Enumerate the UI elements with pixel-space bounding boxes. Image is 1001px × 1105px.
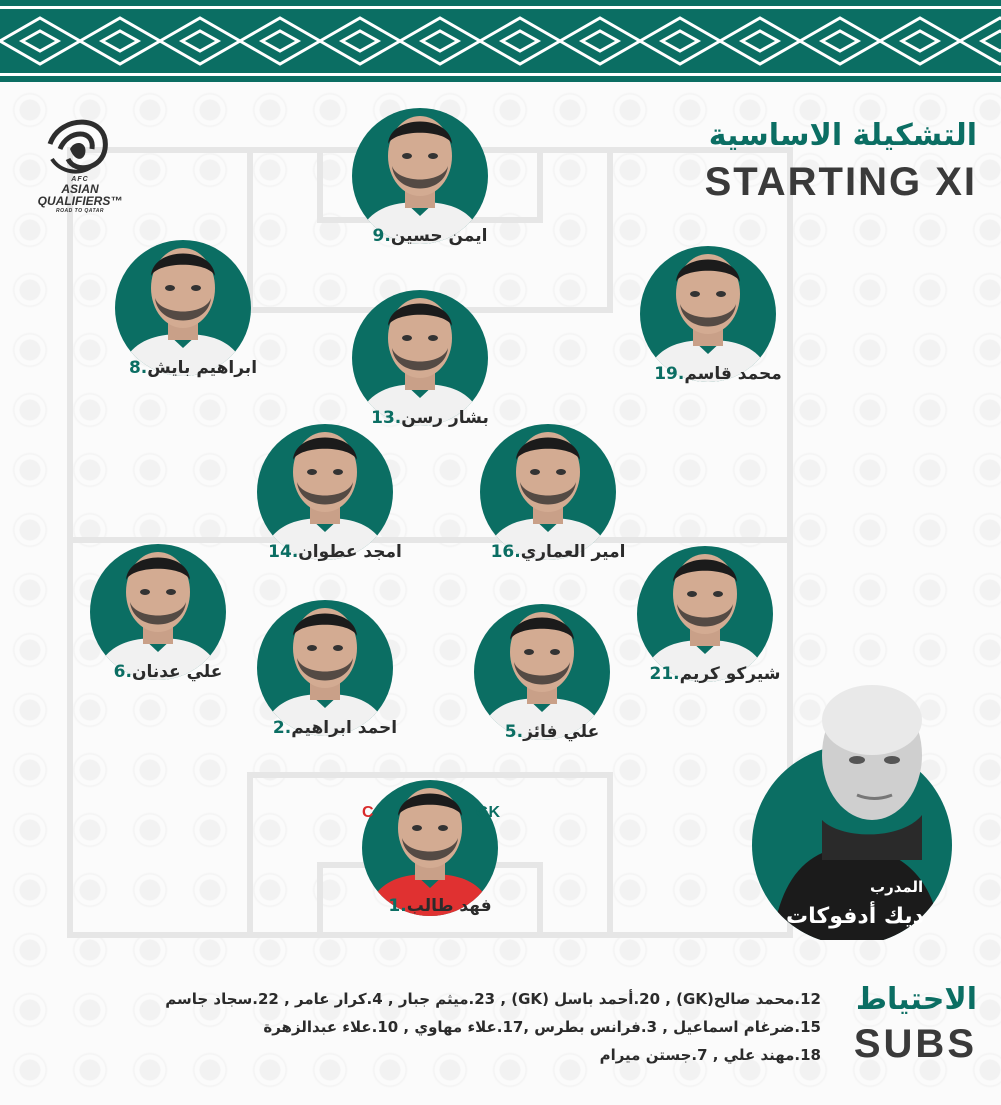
player-card [350, 776, 510, 916]
coach-name: ديك أدفوكات [786, 904, 924, 929]
player-name-text: امجد عطوان [298, 542, 402, 562]
player-number: 6. [113, 662, 132, 682]
player-avatar-icon [88, 540, 228, 680]
captain-tag: C [362, 804, 374, 821]
player-photo [88, 540, 228, 680]
player-name [340, 896, 540, 916]
player-photo [255, 596, 398, 738]
player-name-text: احمد ابراهيم [291, 718, 398, 738]
player-name-text: بشار رسن [401, 408, 489, 428]
player-photo [638, 242, 782, 384]
player-name-text: محمد قاسم [684, 364, 782, 384]
player-avatar-icon [350, 286, 490, 426]
player-name [235, 718, 435, 738]
player-number: 14. [268, 542, 299, 562]
player-card [245, 596, 405, 736]
player-card [245, 420, 405, 560]
player-name [235, 542, 435, 562]
player-avatar-icon [638, 242, 778, 382]
player-number: 19. [654, 364, 685, 384]
top-decorative-band [0, 0, 1001, 82]
player-avatar-icon [472, 600, 612, 740]
title-arabic: التشكيلة الاساسية [708, 118, 977, 153]
player-number: 1. [388, 896, 407, 916]
player-avatar-icon [255, 420, 395, 560]
title-english: STARTING XI [704, 160, 977, 204]
player-photo [635, 542, 781, 684]
subs-line-3: 18.مهند علي , 7.جستن ميرام [599, 1046, 821, 1064]
player-name [68, 662, 268, 682]
player-avatar-icon [350, 104, 490, 244]
goalkeeper-tag: GK [476, 804, 500, 821]
player-card [340, 104, 500, 244]
player-photo [113, 236, 258, 378]
player-card [468, 420, 628, 560]
player-avatar-icon [635, 542, 775, 682]
road-to-qatar-label: ROAD TO QATAR [56, 208, 104, 214]
player-avatar-icon [113, 236, 253, 376]
afc-logo-text [30, 176, 130, 214]
afc-label: AFC [71, 176, 89, 183]
player-photo [350, 104, 490, 244]
player-avatar-icon [360, 776, 500, 916]
subs-title-english: SUBS [853, 1022, 977, 1066]
player-name-text: امير العماري [520, 542, 626, 562]
subs-line-2: 15.ضرغام اسماعيل , 3.فرانس بطرس ,17.علاء مهاوي , 10.علاء عبدالزهرة [263, 1018, 821, 1036]
player-number: 5. [504, 722, 524, 742]
player-number: 9. [372, 226, 391, 246]
subs-title-arabic: الاحتياط [855, 982, 977, 1017]
player-card [78, 540, 238, 680]
player-photo [472, 600, 612, 740]
player-name [330, 226, 530, 246]
player-card [462, 600, 622, 740]
player-photo [360, 776, 500, 916]
asian-label: ASIAN [61, 182, 99, 196]
player-number: 21. [649, 664, 680, 684]
player-card [340, 286, 500, 426]
player-card [103, 236, 263, 376]
coach-label: المدرب [870, 878, 924, 896]
player-number: 2. [272, 718, 292, 738]
player-avatar-icon [255, 596, 398, 738]
qualifiers-label: QUALIFIERS™ [37, 194, 123, 208]
player-name-text: ايمن حسين [390, 226, 488, 246]
player-card [625, 542, 785, 682]
player-name-text: فهد طالب [406, 896, 492, 916]
player-number: 8. [128, 358, 148, 378]
player-name-text: شيركو كريم [679, 664, 781, 684]
player-name [93, 358, 293, 378]
player-avatar-icon [478, 420, 618, 560]
coach-photo [752, 680, 952, 940]
player-name-text: ابراهيم بايش [147, 358, 258, 378]
player-name-text: علي عدنان [131, 662, 223, 682]
player-name-text: علي فائز [523, 722, 600, 742]
player-photo [255, 420, 402, 562]
player-name [452, 722, 652, 742]
player-name [618, 364, 818, 384]
player-number: 13. [371, 408, 402, 428]
player-photo [478, 420, 626, 562]
subs-line-1: 12.محمد صالح(GK) , 20.أحمد باسل (GK) , 23.ميثم جبار , 4.كرار عامر , 22.سجاد جاسم [165, 990, 821, 1008]
player-number: 16. [490, 542, 521, 562]
player-photo [350, 286, 490, 426]
player-card [628, 242, 788, 382]
